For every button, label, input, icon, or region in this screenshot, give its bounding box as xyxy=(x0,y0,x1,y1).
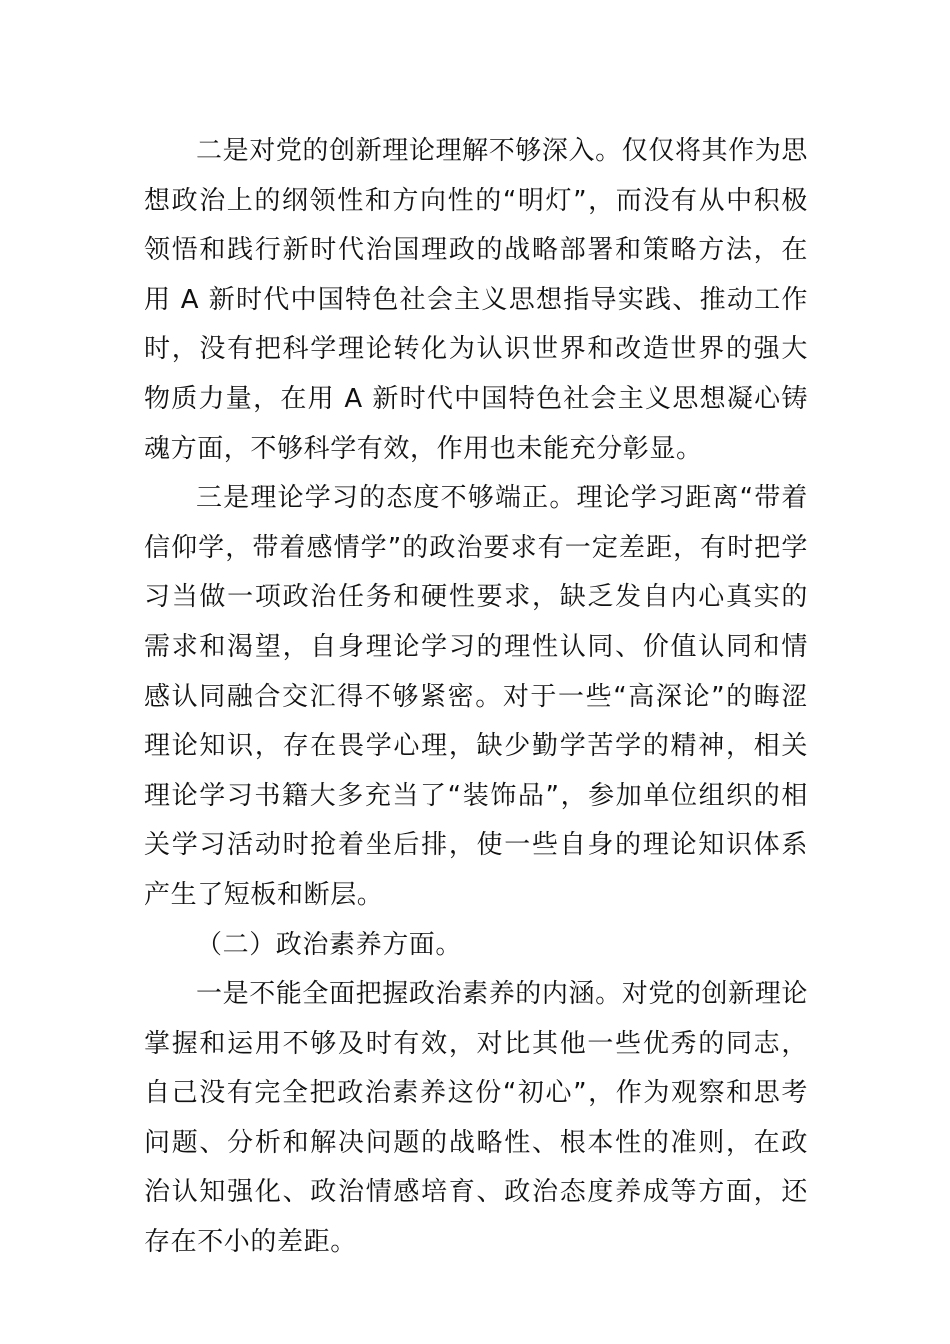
paragraph-understanding: 二是对党的创新理论理解不够深入。仅仅将其作为思想政治上的纲领性和方向性的“明灯”，而没有从中积极领悟和践行新时代治国理政的战略部署和策略方法，在用 A 新时代中国特色社会主义思想指导实践、推动工作时，没有把科学理论转化为认识世界和改造世界的强大物质力量，在用 A 新时代中国特色社会主义思想凝心铸魂方面，不够科学有效，作用也未能充分彰显。 xyxy=(144,136,808,464)
document-body xyxy=(144,127,808,1268)
paragraph-learning-attitude: 三是理论学习的态度不够端正。理论学习距离“带着信仰学，带着感情学”的政治要求有一定差距，有时把学习当做一项政治任务和硬性要求，缺乏发自内心真实的需求和渴望，自身理论学习的理性认同、价值认同和情感认同融合交汇得不够紧密。对于一些“高深论”的晦涩理论知识，存在畏学心理，缺少勤学苦学的精神，相关理论学习书籍大多充当了“装饰品”，参加单位组织的相关学习活动时抢着坐后排，使一些自身的理论知识体系产生了短板和断层。 xyxy=(144,483,808,910)
paragraph-political-literacy: 一是不能全面把握政治素养的内涵。对党的创新理论掌握和运用不够及时有效，对比其他一些优秀的同志，自己没有完全把政治素养这份“初心”，作为观察和思考问题、分析和解决问题的战略性、根本性的准则，在政治认知强化、政治情感培育、政治态度养成等方面，还存在不小的差距。 xyxy=(144,979,808,1258)
section-heading-political-literacy: （二）政治素养方面。 xyxy=(196,929,463,960)
